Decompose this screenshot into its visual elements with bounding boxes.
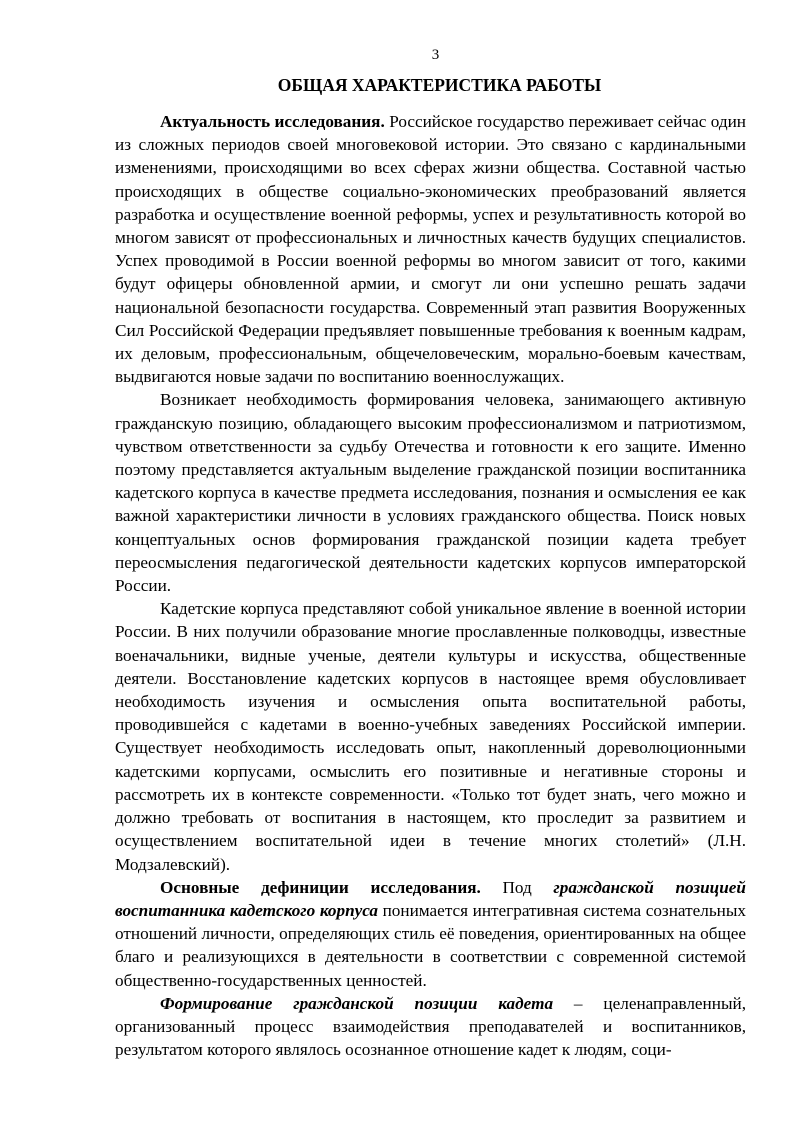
paragraph-text-formation: – целенаправленный, организованный процесс взаимодействия преподавателей и воспитанников, результатом которого являлось осознанное отношение кадет к людям, соци- — [115, 993, 746, 1060]
paragraph-text-relevance: Российское государство переживает сейчас один из сложных периодов своей многовековой истории. Это связано с кардинальными изменениями, происходящими во всех сферах жизни общества. Составной частью происходящих в обществе социально-экономических преобразований является разработка и осуществление военной реформы, успех и результативность которой во многом зависят от профессиональных и личностных качеств будущих специалистов. Успех проводимой в России военной реформы во многом зависит от того, какими будут офицеры обновленной армии, и смогут ли они успешно решать задачи национальной безопасности государства. Современный этап развития Вооруженных Сил Российской Федерации предъявляет повышенные требования к военным кадрам, их деловым, профессиональным, общечеловеческим, морально-боевым качествам, выдвигаются новые задачи по воспитанию военнослужащих. — [115, 112, 746, 387]
paragraph-civic-position — [115, 388, 746, 597]
paragraph-heading-definitions: Основные дефиниции исследования. — [160, 877, 481, 897]
term-formation: Формирование гражданской позиции кадета — [160, 993, 554, 1013]
paragraph-lead-definitions: Под — [480, 877, 554, 897]
paragraph-text-cadet-corps: Кадетские корпуса представляют собой уникальное явление в военной истории России. В них получили образование многие прославленные полководцы, известные военачальники, видные ученые, деятели культуры и искусства, общественные деятели. Восстановление кадетских корпусов в настоящее время обусловливает необходимость изучения и осмысления опыта воспитательной работы, проводившейся с кадетами в военно-учебных заведениях Российской империи. Существует необходимость исследовать опыт, накопленный дореволюционными кадетскими корпусами, осмыслить его позитивные и негативные стороны и рассмотреть их в контексте современности. «Только тот будет знать, чего можно и должно требовать от воспитания в настоящем, кто проследит за развитием и осуществлением воспитательной идеи в течение многих столетий» (Л.Н. Модзалевский). — [115, 599, 746, 874]
paragraph-cadet-corps — [115, 597, 746, 875]
page-number: 3 — [431, 47, 440, 63]
section-title: ОБЩАЯ ХАРАКТЕРИСТИКА РАБОТЫ — [277, 75, 602, 95]
paragraph-relevance — [115, 110, 746, 388]
paragraph-text-definitions: понимается интегративная система сознательных отношений личности, определяющих стиль её поведения, ориентированных на общее благо и реализующихся в деятельности в соответствии с современной системой общественно-государственных ценностей. — [115, 900, 746, 990]
paragraph-heading-relevance: Актуальность исследования. — [160, 112, 385, 131]
paragraph-formation — [115, 992, 746, 1062]
paragraph-text-civic-position: Возникает необходимость формирования человека, занимающего активную гражданскую позицию, обладающего высоким профессионализмом и патриотизмом, чувством ответственности за судьбу Отечества и готовности к его защите. Именно поэтому представляется актуальным выделение гражданской позиции воспитанника кадетского корпуса в качестве предмета исследования, познания и осмысления ее как важной характеристики личности в условиях гражданского общества. Поиск новых концептуальных основ формирования гражданской позиции кадета требует переосмысления педагогической деятельности кадетских корпусов императорской России. — [115, 390, 746, 596]
term-civic-position: гражданской позицией воспитанника кадетского корпуса — [115, 877, 746, 920]
paragraph-definitions — [115, 876, 746, 992]
